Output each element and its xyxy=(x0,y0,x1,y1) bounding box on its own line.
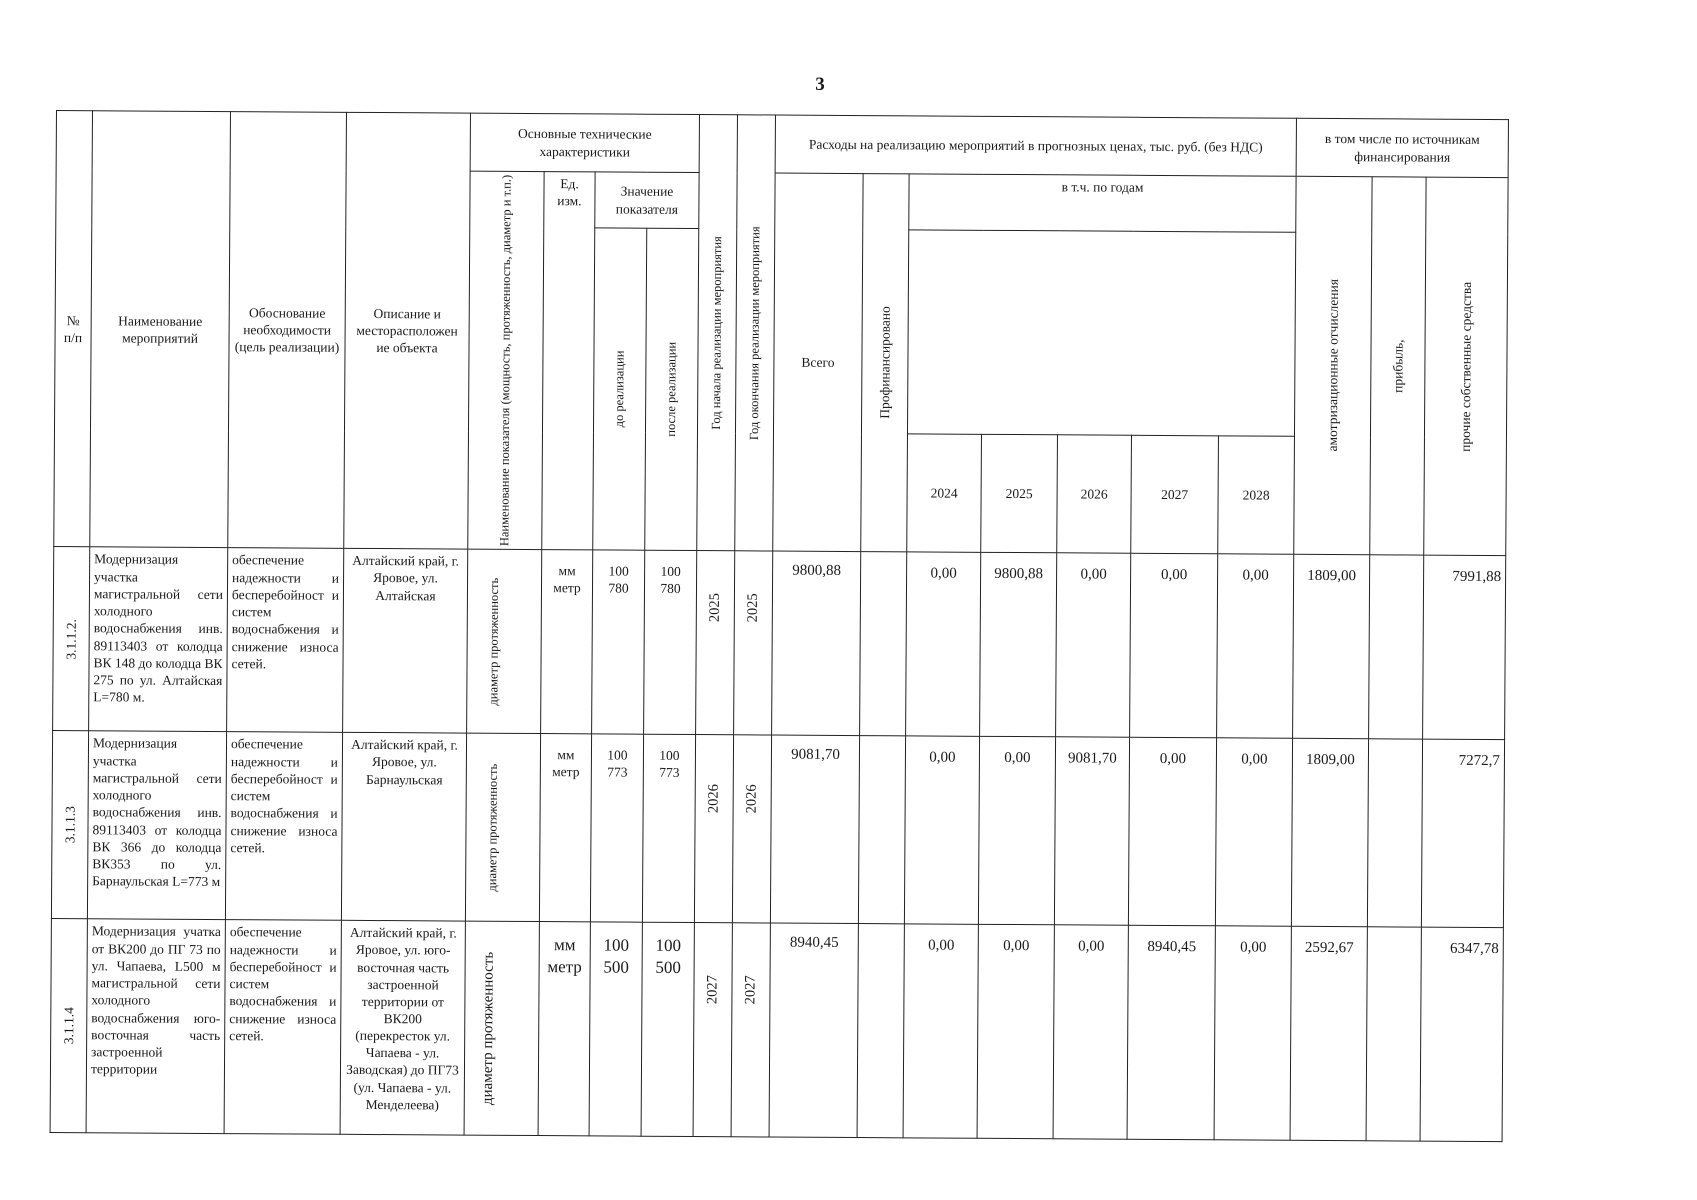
row-year-end: 2027 xyxy=(731,923,770,1137)
row-prefinanced xyxy=(857,924,904,1138)
row-num: 3.1.1.3 xyxy=(51,731,88,919)
row-profit xyxy=(1367,739,1422,927)
header-before: до реализации xyxy=(593,228,647,551)
header-name: Наименование мероприятий xyxy=(90,111,231,548)
row-2026: 0,00 xyxy=(1053,925,1128,1139)
header-years-spacer xyxy=(907,230,1295,437)
row-2028: 0,00 xyxy=(1214,926,1291,1140)
header-year-2025: 2025 xyxy=(981,435,1058,553)
row-prefinanced xyxy=(860,552,907,736)
row-name: Модернизация участка магистральной сети холодного водоснабжения инв. 89113403 от колодца ВК 148 до колодца ВК 275 по ул. Алтайская L=780 м. xyxy=(89,547,228,732)
header-sources-group: в том числе по источникам финансирования xyxy=(1296,118,1508,177)
row-profit xyxy=(1366,927,1421,1141)
row-other: 7272,7 xyxy=(1421,739,1504,928)
row-before: 100 500 xyxy=(589,922,642,1136)
row-indicator: диаметр протяженность xyxy=(465,733,540,921)
header-total: Всего xyxy=(773,173,863,552)
row-indicator: диаметр протяженность xyxy=(464,921,539,1135)
header-by-years: в т.ч. по годам xyxy=(909,174,1296,232)
row-2026: 9081,70 xyxy=(1054,737,1129,925)
row-2027: 0,00 xyxy=(1128,738,1216,927)
row-2028: 0,00 xyxy=(1217,554,1294,738)
header-indicator-name: Наименование показателя (мощность, протяженность, диаметр и т.п.) xyxy=(468,171,544,550)
row-num: 3.1.1.4 xyxy=(50,919,87,1133)
header-prefinanced: Профинансировано xyxy=(861,174,909,553)
row-year-start: 2025 xyxy=(696,551,735,735)
investment-table xyxy=(50,110,1509,1142)
row-2027: 8940,45 xyxy=(1127,926,1215,1141)
row-year-end: 2025 xyxy=(734,551,773,735)
row-description: Алтайский край, г. Яровое, ул. Барнаульская xyxy=(341,733,466,922)
header-description: Описание и месторасположен ие объекта xyxy=(344,112,471,549)
row-justification: обеспечение надежности и бесперебойност и систем водоснабжения и снижение износа сетей. xyxy=(224,920,341,1135)
header-value-group: Значение показателя xyxy=(595,172,699,229)
header-year-end: Год окончания реализации мероприятия xyxy=(735,115,776,552)
row-justification: обеспечение надежности и бесперебойност и систем водоснабжения и снижение износа сетей. xyxy=(225,732,342,921)
table-row xyxy=(51,731,1504,928)
row-before: 100 780 xyxy=(592,550,645,734)
row-other: 7991,88 xyxy=(1423,555,1506,740)
row-year-start: 2026 xyxy=(694,735,733,923)
row-justification: обеспечение надежности и бесперебойност и систем водоснабжения и снижение износа сетей. xyxy=(227,548,344,733)
row-unit: мм метр xyxy=(538,922,590,1136)
header-year-start: Год начала реализации мероприятия xyxy=(697,115,738,552)
row-other: 6347,78 xyxy=(1420,927,1503,1142)
row-2024: 0,00 xyxy=(904,736,979,924)
row-2025: 0,00 xyxy=(977,925,1054,1139)
page-number: 3 xyxy=(815,74,825,95)
row-after: 100 500 xyxy=(641,922,694,1136)
row-total: 9800,88 xyxy=(772,551,861,736)
header-tech-group: Основные технические характеристики xyxy=(470,113,699,172)
row-name: Модернизация участка магистральной сети холодного водоснабжения инв. 89113403 от колодца ВК 366 до колодца ВК353 по ул. Барнаульская L=773 м xyxy=(87,731,226,920)
header-other: прочие собственные средства xyxy=(1424,177,1508,556)
table-row xyxy=(50,919,1503,1142)
row-amortization: 1809,00 xyxy=(1291,739,1368,927)
row-num: 3.1.1.2. xyxy=(53,547,90,731)
row-2024: 0,00 xyxy=(906,552,981,736)
row-2024: 0,00 xyxy=(903,924,978,1138)
row-total: 8940,45 xyxy=(769,923,858,1138)
row-profit xyxy=(1369,555,1424,739)
row-name: Модернизация учатка от ВК200 до ПГ 73 по ул. Чапаева, L500 м магистральной сети холодного водоснабжения юго-восточная часть застроенной территории xyxy=(86,919,225,1134)
header-year-2024: 2024 xyxy=(907,434,982,552)
row-unit: мм метр xyxy=(541,550,593,734)
row-after: 100 773 xyxy=(642,735,695,923)
row-2025: 9800,88 xyxy=(980,553,1057,737)
row-2028: 0,00 xyxy=(1215,738,1292,926)
row-2026: 0,00 xyxy=(1056,553,1131,737)
row-description: Алтайский край, г. Яровое, ул. Алтайская xyxy=(343,549,468,734)
row-2027: 0,00 xyxy=(1130,554,1218,739)
row-before: 100 773 xyxy=(590,734,643,922)
header-year-2027: 2027 xyxy=(1131,436,1219,555)
header-justification: Обоснование необходимости (цель реализации) xyxy=(228,112,347,549)
header-year-2026: 2026 xyxy=(1057,435,1132,553)
row-total: 9081,70 xyxy=(770,735,859,924)
header-after: после реализации xyxy=(645,228,699,551)
row-description: Алтайский край, г. Яровое, ул. юго-восточная часть застроенной территории от ВК200 (перекресток ул. Чапаева - ул. Заводская) до ПГ73 (ул. Чапаева - ул. Менделеева) xyxy=(340,921,465,1136)
row-after: 100 780 xyxy=(644,551,697,735)
header-unit: Ед. изм. xyxy=(542,172,595,551)
header-num: № п/п xyxy=(54,111,93,548)
row-prefinanced xyxy=(858,736,905,924)
row-indicator: диаметр протяженность xyxy=(467,549,542,733)
row-amortization: 1809,00 xyxy=(1293,555,1370,739)
header-expenses-group: Расходы на реализацию мероприятий в прогнозных ценах, тыс. руб. (без НДС) xyxy=(775,115,1296,176)
header-profit: прибыль, xyxy=(1370,177,1426,556)
header-amortization: амотризационные отчисления xyxy=(1294,176,1372,555)
row-amortization: 2592,67 xyxy=(1290,927,1367,1141)
row-year-start: 2027 xyxy=(693,923,732,1137)
row-unit: мм метр xyxy=(539,734,591,922)
row-year-end: 2026 xyxy=(732,735,771,923)
row-2025: 0,00 xyxy=(978,737,1055,925)
header-year-2028: 2028 xyxy=(1218,436,1295,554)
table-row xyxy=(53,547,1506,740)
